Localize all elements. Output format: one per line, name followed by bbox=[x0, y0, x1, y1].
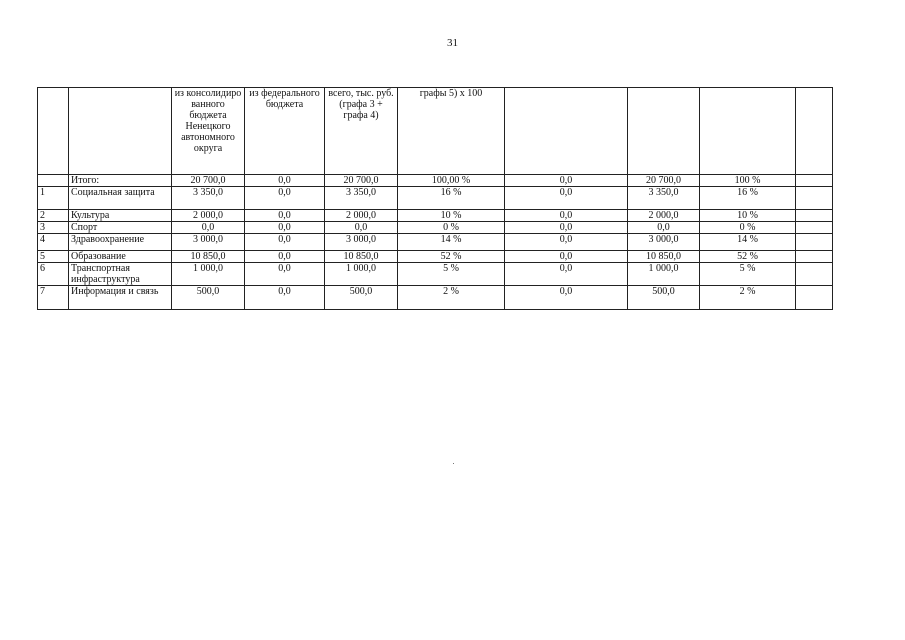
table-cell: 0,0 bbox=[245, 187, 325, 210]
row-name-cell: Здравоохранение bbox=[69, 234, 172, 251]
table-cell: 500,0 bbox=[325, 286, 398, 310]
table-cell: 16 % bbox=[700, 187, 796, 210]
table-cell: 500,0 bbox=[172, 286, 245, 310]
table-cell: 3 000,0 bbox=[172, 234, 245, 251]
table-cell: 100 % bbox=[700, 175, 796, 187]
row-name-cell: Социальная защита bbox=[69, 187, 172, 210]
budget-table bbox=[37, 87, 833, 310]
table-cell: 0,0 bbox=[245, 286, 325, 310]
row-number-cell: 4 bbox=[38, 234, 69, 251]
row-number-cell: 1 bbox=[38, 187, 69, 210]
header-cell: из федерального бюджета bbox=[245, 88, 325, 175]
header-cell bbox=[505, 88, 628, 175]
table-cell bbox=[796, 251, 833, 263]
table-cell: 3 000,0 bbox=[325, 234, 398, 251]
table-cell: 500,0 bbox=[628, 286, 700, 310]
table-cell: 2 % bbox=[700, 286, 796, 310]
table-cell: 20 700,0 bbox=[172, 175, 245, 187]
row-number-cell: 7 bbox=[38, 286, 69, 310]
table-header-row bbox=[38, 88, 833, 175]
table-cell: 3 350,0 bbox=[628, 187, 700, 210]
table-cell: 14 % bbox=[700, 234, 796, 251]
row-number-cell: 3 bbox=[38, 222, 69, 234]
header-cell bbox=[38, 88, 69, 175]
table-cell: 0,0 bbox=[505, 175, 628, 187]
row-number-cell bbox=[38, 175, 69, 187]
scan-speck bbox=[453, 463, 454, 464]
table-cell: 52 % bbox=[398, 251, 505, 263]
header-cell bbox=[796, 88, 833, 175]
table-cell: 0,0 bbox=[505, 187, 628, 210]
table-cell bbox=[796, 286, 833, 310]
table-cell: 0 % bbox=[700, 222, 796, 234]
table-row bbox=[38, 187, 833, 210]
header-cell bbox=[628, 88, 700, 175]
table-cell: 16 % bbox=[398, 187, 505, 210]
table-cell bbox=[796, 210, 833, 222]
table-cell: 2 000,0 bbox=[628, 210, 700, 222]
table-cell: 0,0 bbox=[172, 222, 245, 234]
page-number: 31 bbox=[447, 37, 458, 49]
table-cell: 0 % bbox=[398, 222, 505, 234]
table-cell: 2 000,0 bbox=[172, 210, 245, 222]
table-cell: 10 % bbox=[700, 210, 796, 222]
table-cell: 5 % bbox=[398, 263, 505, 286]
table-cell: 1 000,0 bbox=[325, 263, 398, 286]
table-cell: 0,0 bbox=[628, 222, 700, 234]
table-cell: 0,0 bbox=[245, 234, 325, 251]
table-cell bbox=[796, 187, 833, 210]
row-number-cell: 2 bbox=[38, 210, 69, 222]
table-cell: 20 700,0 bbox=[325, 175, 398, 187]
table-cell bbox=[796, 234, 833, 251]
row-name-cell: Транспортная инфраструктура bbox=[69, 263, 172, 286]
table-cell: 10 % bbox=[398, 210, 505, 222]
table-cell: 0,0 bbox=[245, 175, 325, 187]
table-cell: 0,0 bbox=[245, 263, 325, 286]
row-name-cell: Образование bbox=[69, 251, 172, 263]
row-number-cell: 6 bbox=[38, 263, 69, 286]
row-name-cell: Культура bbox=[69, 210, 172, 222]
table-cell: 2 % bbox=[398, 286, 505, 310]
table-row bbox=[38, 286, 833, 310]
table-cell: 0,0 bbox=[245, 251, 325, 263]
table-cell: 0,0 bbox=[505, 251, 628, 263]
table-cell: 3 350,0 bbox=[325, 187, 398, 210]
row-name-cell: Итого: bbox=[69, 175, 172, 187]
table-cell: 0,0 bbox=[505, 263, 628, 286]
header-cell bbox=[700, 88, 796, 175]
table-cell bbox=[796, 263, 833, 286]
table-row bbox=[38, 251, 833, 263]
table-cell: 100,00 % bbox=[398, 175, 505, 187]
table-cell: 0,0 bbox=[505, 234, 628, 251]
table-row bbox=[38, 210, 833, 222]
table-cell: 2 000,0 bbox=[325, 210, 398, 222]
table-cell: 20 700,0 bbox=[628, 175, 700, 187]
table-cell: 0,0 bbox=[505, 210, 628, 222]
table-cell: 0,0 bbox=[245, 210, 325, 222]
table-cell bbox=[796, 222, 833, 234]
table-cell: 0,0 bbox=[245, 222, 325, 234]
table-row bbox=[38, 263, 833, 286]
table-cell: 3 000,0 bbox=[628, 234, 700, 251]
row-number-cell: 5 bbox=[38, 251, 69, 263]
row-name-cell: Спорт bbox=[69, 222, 172, 234]
table-row bbox=[38, 234, 833, 251]
header-cell: из консолидиро ванного бюджета Ненецкого автономного округа bbox=[172, 88, 245, 175]
table-cell: 5 % bbox=[700, 263, 796, 286]
header-cell: графы 5) x 100 bbox=[398, 88, 505, 175]
table-cell bbox=[796, 175, 833, 187]
table-cell: 52 % bbox=[700, 251, 796, 263]
table-row bbox=[38, 222, 833, 234]
header-cell: всего, тыс. руб. (графа 3 + графа 4) bbox=[325, 88, 398, 175]
table-cell: 0,0 bbox=[325, 222, 398, 234]
table-cell: 0,0 bbox=[505, 286, 628, 310]
table-row-total bbox=[38, 175, 833, 187]
table-cell: 10 850,0 bbox=[172, 251, 245, 263]
header-cell bbox=[69, 88, 172, 175]
table-cell: 10 850,0 bbox=[628, 251, 700, 263]
table-cell: 0,0 bbox=[505, 222, 628, 234]
table-cell: 1 000,0 bbox=[628, 263, 700, 286]
table-cell: 10 850,0 bbox=[325, 251, 398, 263]
table-cell: 3 350,0 bbox=[172, 187, 245, 210]
table-cell: 1 000,0 bbox=[172, 263, 245, 286]
row-name-cell: Информация и связь bbox=[69, 286, 172, 310]
table-cell: 14 % bbox=[398, 234, 505, 251]
